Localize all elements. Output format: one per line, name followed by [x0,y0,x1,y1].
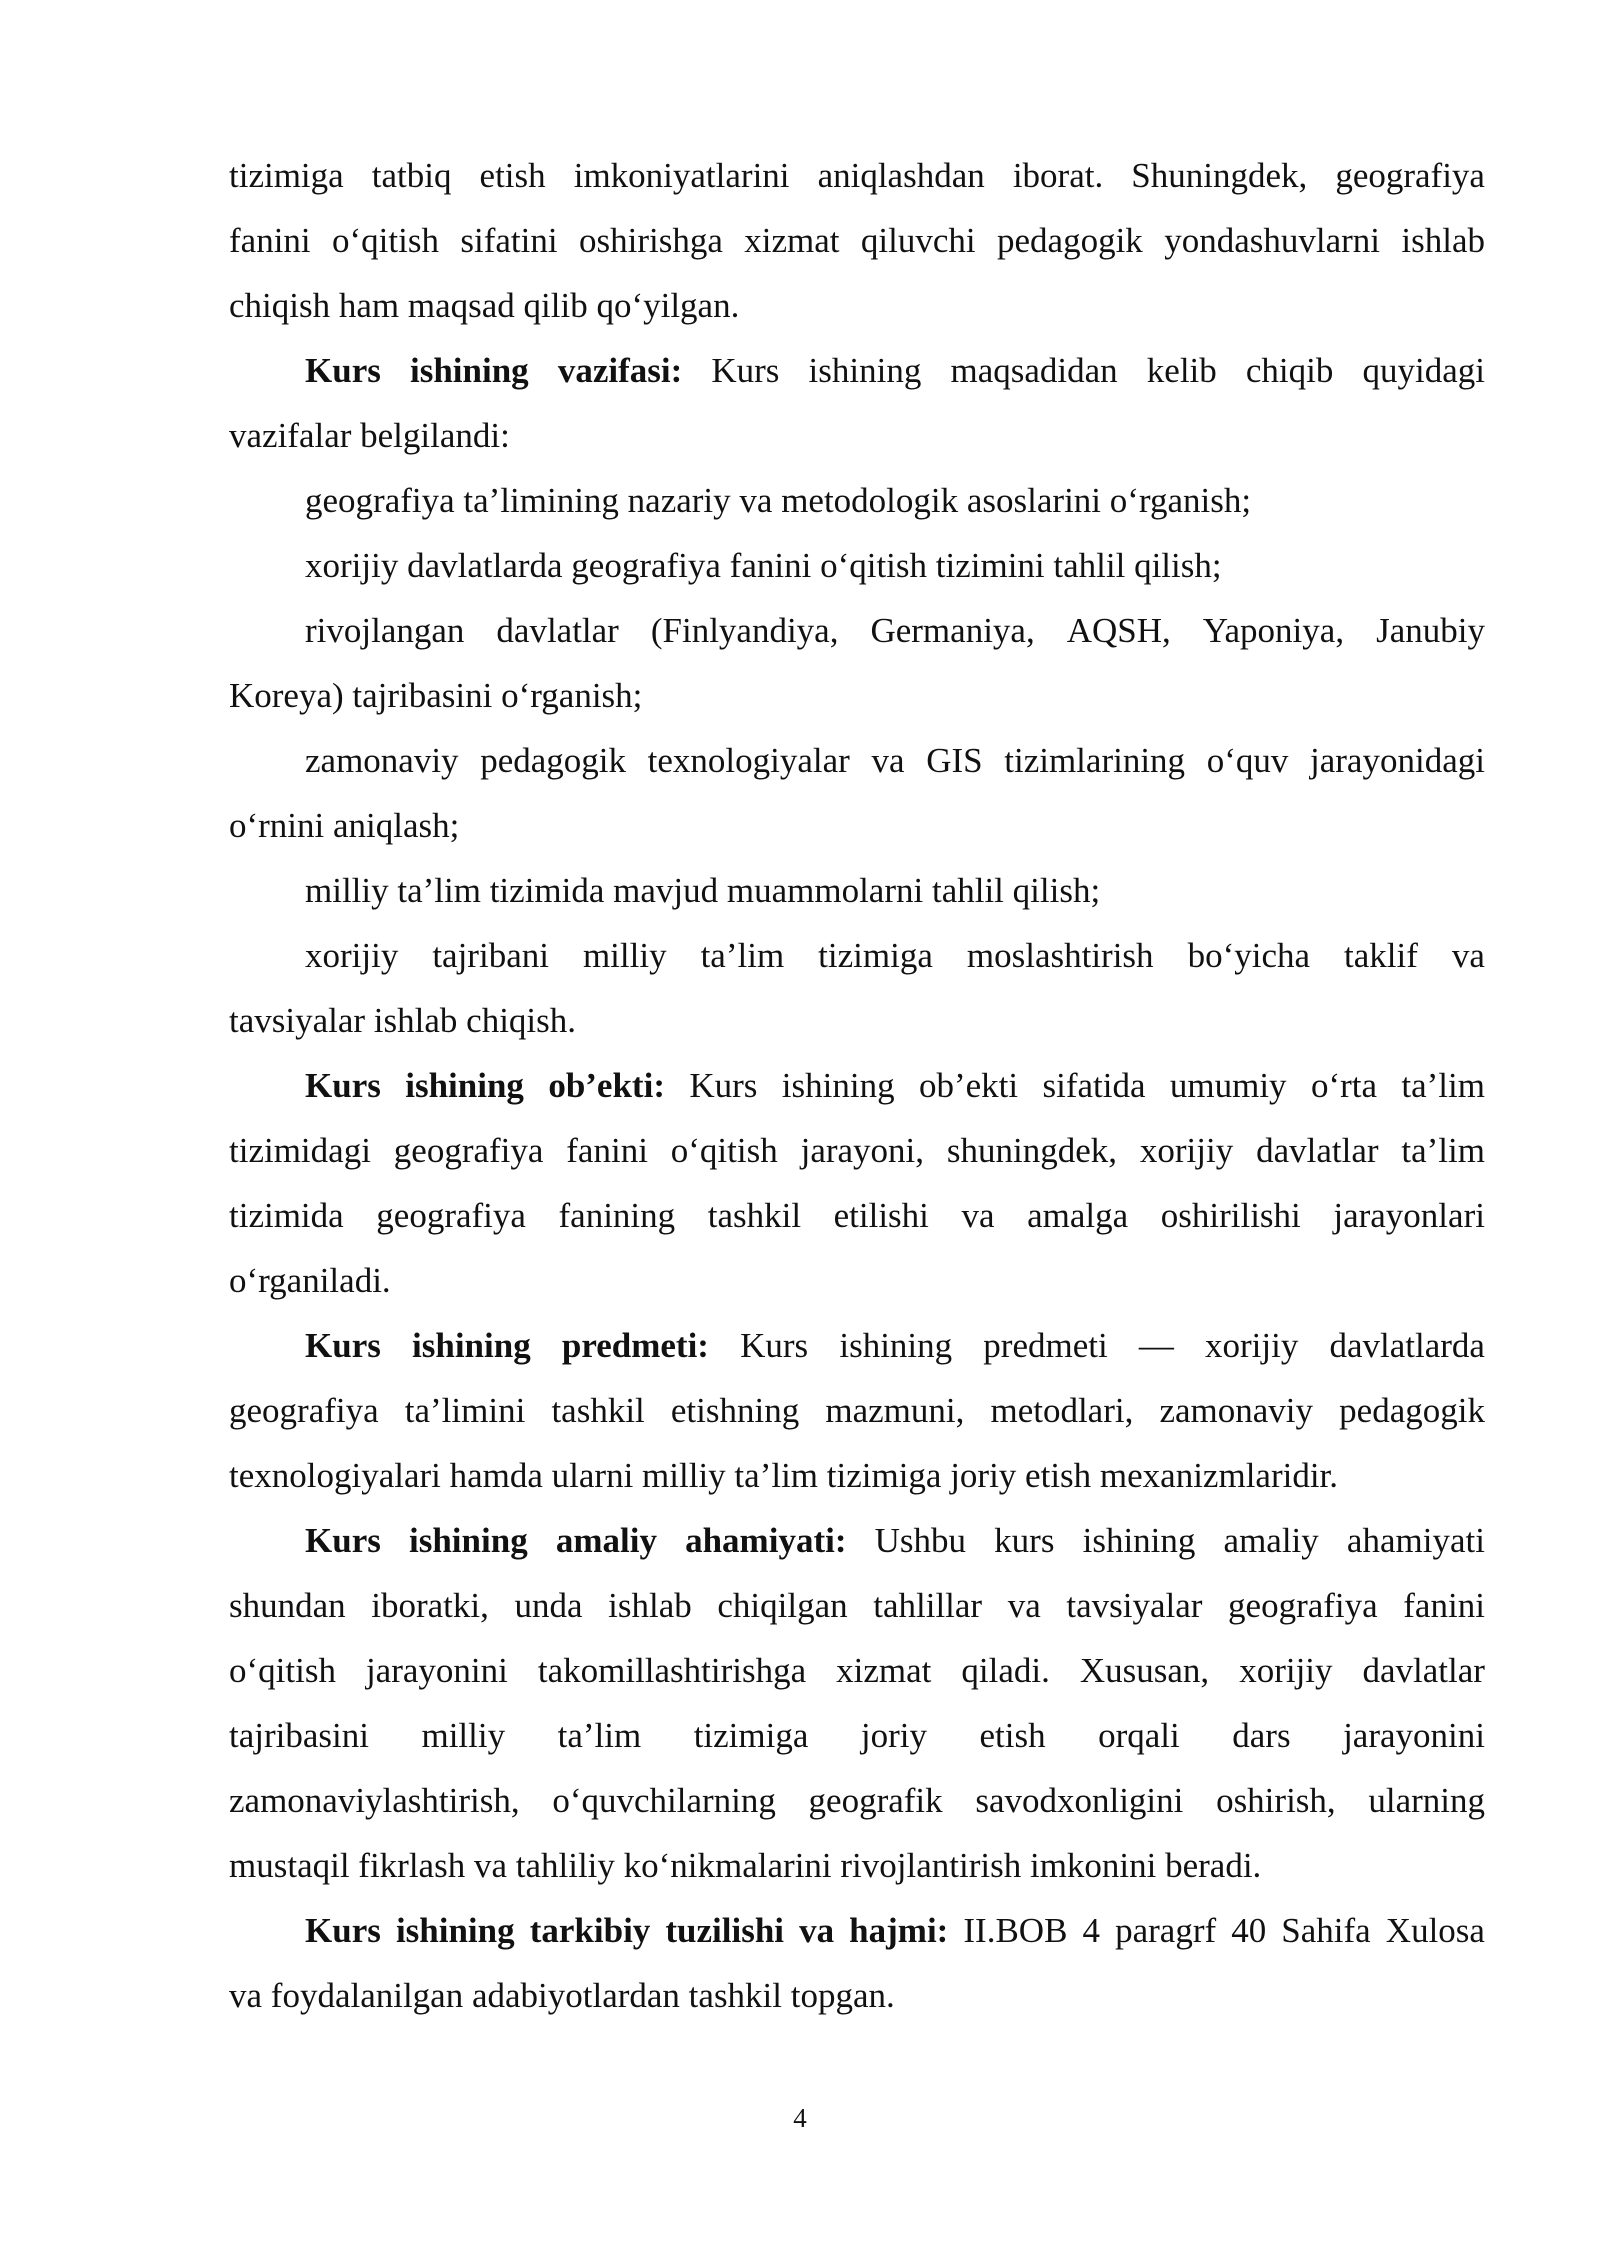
word: xorijiy [305,936,399,975]
line-text: milliy ta’lim tizimida mavjud muammolarni tahlil qilish; [305,871,1101,910]
word: orqali [1098,1716,1180,1755]
word: xorijiy [1205,1326,1299,1365]
word: kurs [994,1521,1055,1560]
line-text: xorijiy davlatlarda geografiya fanini o‘qitish tizimini tahlil qilish; [305,546,1222,585]
page-number: 4 [793,2103,807,2133]
word: geografiya [376,1196,526,1235]
word: pedagogik [997,221,1143,260]
word: xorijiy [1139,1131,1234,1170]
bold-word: Kurs [305,1911,381,1950]
word: Ushbu [874,1521,967,1560]
word: geografik [808,1781,943,1820]
word: o‘qitish [229,1651,336,1690]
word: jarayonini [1343,1716,1485,1755]
word: aniqlashdan [817,156,985,195]
text-line [229,1318,1485,1383]
word: shundan [229,1586,346,1625]
word: sifatini [460,221,558,260]
word: sifatida [1042,1066,1146,1105]
word: pedagogik [480,741,627,780]
bold-word: tuzilishi [665,1911,785,1950]
word: ishlab [1401,221,1485,260]
bold-word: ishining [409,1521,528,1560]
bold-word: ishining [409,351,529,390]
word: zamonaviylashtirish, [229,1781,520,1820]
line-text: o‘rnini aniqlash; [229,806,460,845]
word: o‘quv [1206,741,1289,780]
word: yondashuvlarni [1164,221,1380,260]
text-line [229,1643,1485,1708]
word: xorijiy [1239,1651,1333,1690]
word: moslashtirish [966,936,1154,975]
word: Yaponiya, [1202,611,1345,650]
word: oshirilishi [1160,1196,1301,1235]
bold-word: tarkibiy [529,1911,651,1950]
word: etish [979,1716,1046,1755]
word: o‘qitish [332,221,439,260]
word: geografiya [1228,1586,1378,1625]
word: ishining [808,351,922,390]
text-line [229,1448,1485,1513]
bold-word: ishining [412,1326,531,1365]
word: ishlab [608,1586,692,1625]
line-text: Koreya) tajribasini o‘rganish; [229,676,643,715]
word: va [961,1196,995,1235]
word: geografiya [393,1131,544,1170]
word: davlatlar [1256,1131,1379,1170]
word: Kurs [740,1326,809,1365]
text-line [229,1188,1485,1253]
bold-word: amaliy [555,1521,657,1560]
word: Shuningdek, [1131,156,1308,195]
word: ishining [1082,1521,1196,1560]
word: Kurs [711,351,780,390]
word: metodlari, [990,1391,1134,1430]
word: rivojlangan [305,611,465,650]
word: tajribasini [229,1716,369,1755]
text-line [229,798,1485,863]
bold-word: predmeti: [561,1326,709,1365]
text-line [229,148,1485,213]
word: oshirish, [1216,1781,1336,1820]
line-text: va foydalanilgan adabiyotlardan tashkil topgan. [229,1976,895,2015]
word: jarayonlari [1333,1196,1485,1235]
text-line [229,863,1485,928]
word: chiqilgan [717,1586,848,1625]
word: jarayonini [365,1651,508,1690]
word: ularning [1368,1781,1485,1820]
bold-word: Kurs [305,1066,381,1105]
word: 40 [1231,1911,1267,1950]
bold-word: Kurs [305,351,381,390]
word: umumiy [1169,1066,1287,1105]
word: va [1451,936,1485,975]
word: — [1138,1326,1174,1365]
text-line [229,1838,1485,1903]
word: Janubiy [1376,611,1485,650]
text-line [229,343,1485,408]
word: tavsiyalar [1066,1586,1203,1625]
text-line [229,1253,1485,1318]
word: Xususan, [1079,1651,1210,1690]
word: qiladi. [961,1651,1050,1690]
word: jarayoni, [800,1131,925,1170]
text-line [229,1513,1485,1578]
word: davlatlar [1362,1651,1485,1690]
word: qiluvchi [860,221,976,260]
word: fanining [558,1196,676,1235]
word: Germaniya, [870,611,1035,650]
word: zamonaviy [1159,1391,1314,1430]
bold-word: ob’ekti: [548,1066,665,1105]
word: mazmuni, [825,1391,965,1430]
bold-word: va [799,1911,835,1950]
word: Xulosa [1385,1911,1485,1950]
word: ishining [781,1066,895,1105]
word: va [871,741,905,780]
text-line [229,668,1485,733]
bold-word: hajmi: [849,1911,949,1950]
text-line [229,603,1485,668]
word: ta’lim [700,936,785,975]
word: iboratki, [371,1586,489,1625]
word: savodxonligini [975,1781,1184,1820]
word: chiqib [1245,351,1334,390]
word: milliy [421,1716,506,1755]
line-text: mustaqil fikrlash va tahliliy ko‘nikmalarini rivojlantirish imkonini beradi. [229,1846,1262,1885]
word: predmeti [983,1326,1108,1365]
text-line [229,408,1485,473]
text-line [229,473,1485,538]
word: texnologiyalar [647,741,850,780]
word: unda [514,1586,583,1625]
text-line [229,538,1485,603]
text-line [229,1123,1485,1188]
line-text: vazifalar belgilandi: [229,416,510,455]
word: etishning [670,1391,800,1430]
word: iborat. [1012,156,1104,195]
text-line [229,278,1485,343]
word: etish [479,156,546,195]
text-line [229,1968,1485,2033]
word: takomillashtirishga [537,1651,807,1690]
text-line [229,993,1485,1058]
word: shuningdek, [946,1131,1118,1170]
word: oshirishga [578,221,723,260]
word: jarayonidagi [1310,741,1485,780]
text-line [229,1058,1485,1123]
bold-word: ishining [405,1066,524,1105]
word: ahamiyati [1346,1521,1485,1560]
word: GIS [926,741,983,780]
word: tizimiga [818,936,933,975]
word: tizimidagi [229,1131,371,1170]
word: tajribani [432,936,549,975]
bold-word: ahamiyati: [685,1521,847,1560]
text-line [229,1903,1485,1968]
bold-word: vazifasi: [557,351,683,390]
bold-word: Kurs [305,1521,381,1560]
word: zamonaviy [305,741,459,780]
bold-word: Kurs [305,1326,381,1365]
word: pedagogik [1339,1391,1485,1430]
word: tashkil [707,1196,802,1235]
word: etilishi [833,1196,929,1235]
word: AQSH, [1066,611,1171,650]
word: (Finlyandiya, [650,611,839,650]
line-text: chiqish ham maqsad qilib qo‘yilgan. [229,286,740,325]
word: maqsadidan [950,351,1118,390]
word: davlatlar [496,611,619,650]
word: joriy [860,1716,927,1755]
word: davlatlarda [1329,1326,1485,1365]
text-line [229,1708,1485,1773]
line-text: tavsiyalar ishlab chiqish. [229,1001,577,1040]
word: o‘rta [1310,1066,1378,1105]
line-text: o‘rganiladi. [229,1261,391,1300]
word: dars [1232,1716,1291,1755]
text-line [229,1578,1485,1643]
bold-word: ishining [395,1911,515,1950]
word: tizimlarining [1004,741,1186,780]
text-line [229,733,1485,798]
word: xizmat [744,221,840,260]
word: tizimida [229,1196,344,1235]
word: ta’limini [404,1391,526,1430]
word: ta’lim [1401,1066,1485,1105]
word: fanini [1403,1586,1485,1625]
word: tahlillar [873,1586,983,1625]
text-line [229,1383,1485,1448]
word: paragrf [1115,1911,1217,1950]
word: taklif [1344,936,1418,975]
word: va [1007,1586,1041,1625]
word: geografiya [229,1391,379,1430]
text-line [229,1773,1485,1838]
word: bo‘yicha [1187,936,1311,975]
word: Sahifa [1281,1911,1371,1950]
word: ta’lim [1401,1131,1485,1170]
word: o‘qitish [670,1131,778,1170]
line-text: geografiya ta’limining nazariy va metodologik asoslarini o‘rganish; [305,481,1252,520]
word: tizimiga [229,156,344,195]
word: milliy [582,936,667,975]
word: II.BOB [963,1911,1068,1950]
text-line [229,928,1485,993]
word: o‘quvchilarning [552,1781,776,1820]
word: ta’lim [557,1716,642,1755]
word: amaliy [1223,1521,1319,1560]
word: fanini [566,1131,648,1170]
text-line [229,213,1485,278]
document-body [229,148,1485,2033]
word: tashkil [551,1391,645,1430]
word: quyidagi [1362,351,1485,390]
word: kelib [1146,351,1217,390]
word: imkoniyatlarini [573,156,790,195]
word: ob’ekti [918,1066,1019,1105]
word: fanini [229,221,311,260]
word: geografiya [1335,156,1485,195]
word: xizmat [836,1651,932,1690]
line-text: texnologiyalari hamda ularni milliy ta’lim tizimiga joriy etish mexanizmlaridir. [229,1456,1339,1495]
word: ishining [839,1326,953,1365]
word: amalga [1027,1196,1129,1235]
word: tizimiga [693,1716,809,1755]
word: Kurs [689,1066,758,1105]
word: 4 [1082,1911,1101,1950]
word: tatbiq [371,156,452,195]
